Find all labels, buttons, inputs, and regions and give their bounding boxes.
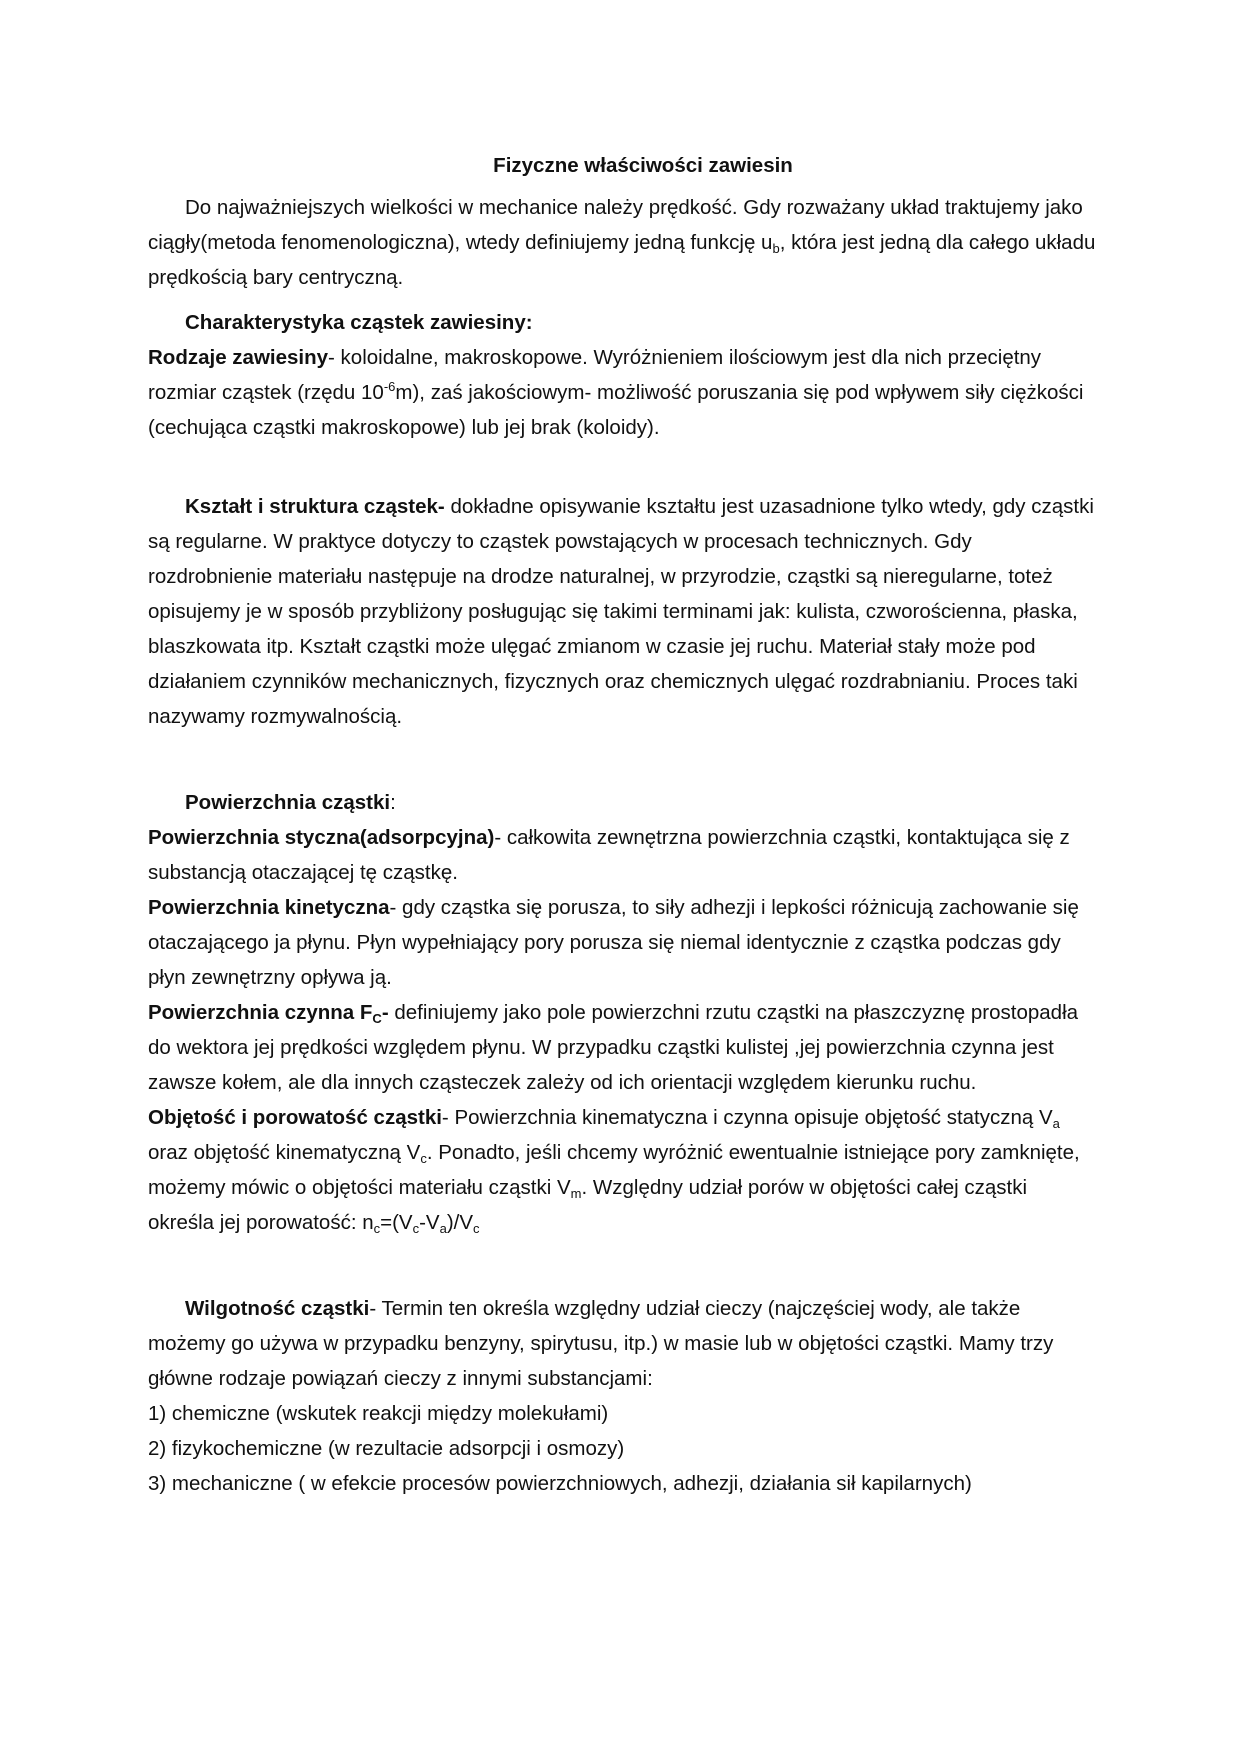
styczna-text: - całkowita zewnętrzna powierzchnia cząstki, kontaktująca się z substancją otaczającej tę cząstkę. (148, 826, 1070, 884)
list-item: 2) fizykochemiczne (w rezultacie adsorpcji i osmozy) (148, 1437, 625, 1460)
intro-text: Do najważniejszych wielkości w mechanice należy prędkość. Gdy rozważany układ traktujemy jako ciągły(metoda fenomenologiczna), wtedy definiujemy jedną funkcję u (148, 196, 1083, 254)
rodzaje-paragraph (148, 340, 1098, 445)
czynna-term: Powierzchnia czynna $F_C-$ (148, 1001, 389, 1026)
page-title: Fizyczne właściwości zawiesin (493, 154, 793, 177)
objetosc-paragraph: Objętość i porowatość cząstki- Powierzchnia kinematyczna i czynna opisuje objętość statyczną $V_a$ oraz objętość kinematyczną $V_c$. Ponadto, jeśli chcemy wyróżnić ewentualnie istniejące pory zamknięte, możemy mówic o objętości materiału cząstki $V_m$. Względny udział porów w objętości całej cząstki określa jej porowatość: $n_c=(V_c-V_a)/V_c$ (148, 1106, 1080, 1236)
styczna-term: Powierzchnia styczna(adsorpcyjna) (148, 826, 495, 849)
section-heading-powierzchnia: Powierzchnia cząstki: (185, 791, 396, 814)
rodzaje-text: - koloidalne, makroskopowe. Wyróżnieniem ilościowym jest dla nich przeciętny rozmiar cząstek (rzędu 10 (148, 346, 1042, 404)
rodzaje-exponent: -6 (383, 379, 396, 394)
ksztalt-term: Kształt i struktura cząstek- (185, 495, 445, 518)
kinetyczna-text: - gdy cząstka się porusza, to siły adhezji i lepkości różnicują zachowanie się otaczającego ja płynu. Płyn wypełniający pory porusza się niemal identycznie z cząstka podczas gdy płyn zewnętrzny opływa ją. (148, 896, 1079, 989)
wilgotnosc-paragraph (148, 1291, 1098, 1396)
intro-paragraph (148, 190, 1098, 295)
kinetyczna-term: Powierzchnia kinetyczna (148, 896, 390, 919)
intro-subscript: b (772, 241, 780, 256)
czynna-paragraph (148, 995, 1098, 1100)
ksztalt-paragraph (148, 489, 1098, 734)
list-item: 1) chemiczne (wskutek reakcji między molekułami) (148, 1402, 609, 1425)
styczna-paragraph (148, 820, 1098, 890)
section-heading-charakterystyka: Charakterystyka cząstek zawiesiny: (185, 311, 533, 334)
wilgotnosc-text: - Termin ten określa względny udział cieczy (najczęściej wody, ale także możemy go używa w przypadku benzyny, spirytusu, itp.) w masie lub w objętości cząstki. Mamy trzy główne rodzaje powiązań cieczy z innymi substancjami: (148, 1297, 1054, 1390)
intro-text-end: , która jest jedną dla całego układu prędkością bary centryczną. (148, 231, 1096, 289)
czynna-text: definiujemy jako pole powierzchni rzutu cząstki na płaszczyznę prostopadła do wektora jej prędkości względem płynu. W przypadku cząstki kulistej ,jej powierzchnia czynna jest zawsze kołem, ale dla innych cząsteczek zależy od ich orientacji względem kierunku ruchu. (148, 1001, 1079, 1094)
rodzaje-term: Rodzaje zawiesiny (148, 346, 329, 369)
list-item: 3) mechaniczne ( w efekcie procesów powierzchniowych, adhezji, działania sił kapilarnych) (148, 1472, 972, 1495)
ksztalt-text: dokładne opisywanie kształtu jest uzasadnione tylko wtedy, gdy cząstki są regularne. W praktyce dotyczy to cząstek powstających w procesach technicznych. Gdy rozdrobnienie materiału następuje na drodze naturalnej, w przyrodzie, cząstki są nieregularne, toteż opisujemy je w sposób przybliżony posługując się takimi terminami jak: kulista, czworościenna, płaska, blaszkowata itp. Kształt cząstki może ulęgać zmianom w czasie jej ruchu. Materiał stały może pod działaniem czynników mechanicznych, fizycznych oraz chemicznych ulęgać rozdrabnianiu. Proces taki nazywamy rozmywalnością. (148, 495, 1094, 728)
rodzaje-text-end: m), zaś jakościowym- możliwość poruszania się pod wpływem siły ciężkości (cechująca cząstki makroskopowe) lub jej brak (koloidy). (148, 381, 1084, 439)
kinetyczna-paragraph (148, 890, 1098, 995)
document-body (148, 148, 1098, 1501)
objetosc-term: Objętość i porowatość cząstki (148, 1106, 442, 1129)
wilgotnosc-term: Wilgotność cząstki (185, 1297, 370, 1320)
